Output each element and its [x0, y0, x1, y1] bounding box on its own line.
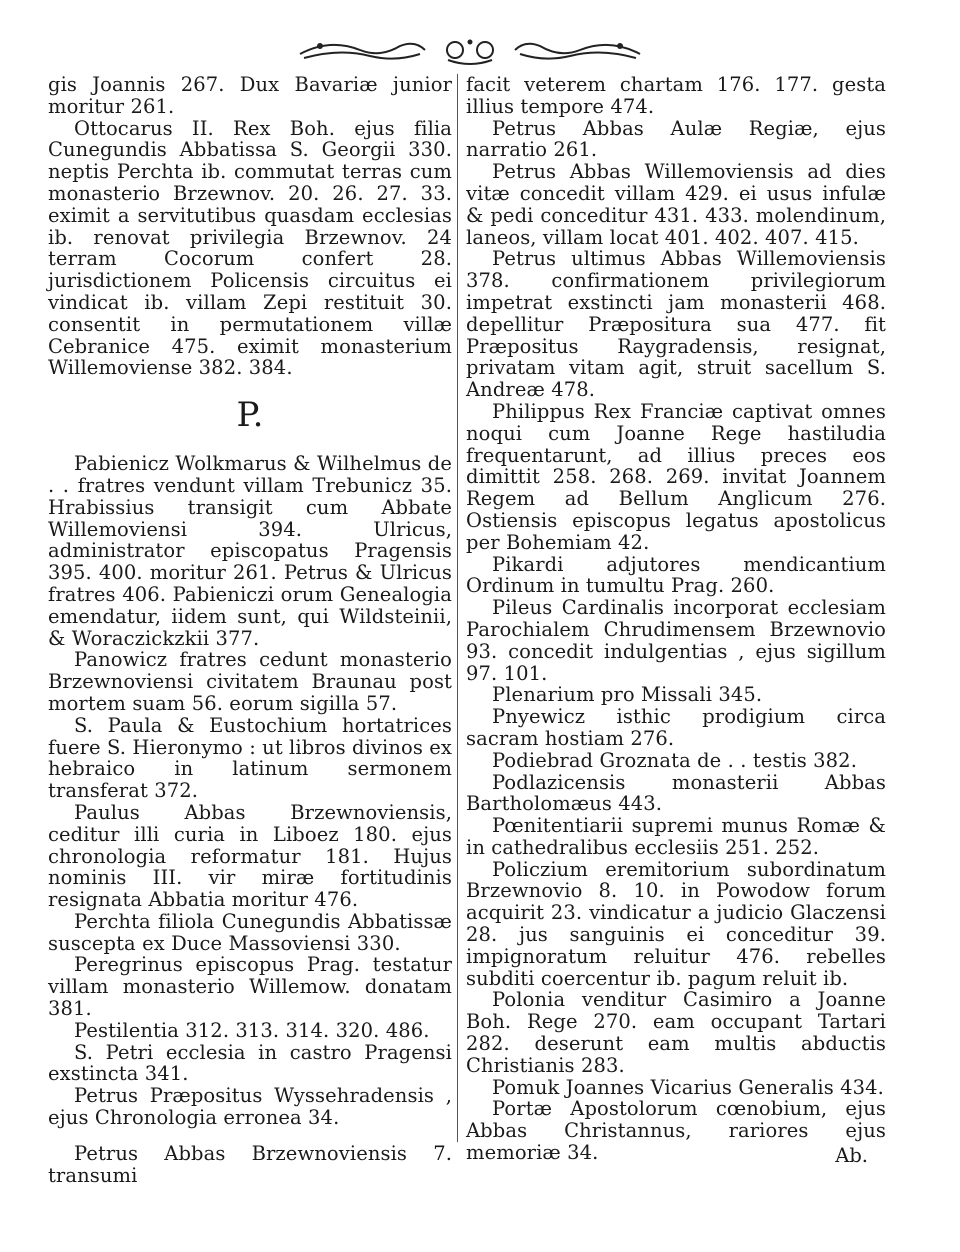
index-entry: Peregrinus episcopus Prag. testatur villam monasterio Willemow. donatam 381.	[48, 953, 452, 1021]
section-letter: P.	[236, 395, 264, 436]
index-entry: Pabienicz Wolkmarus & Wilhelmus de . . fratres vendunt villam Trebunicz 35. Hrabissius transigit cum Abbate Willemoviensi 394. Ulricus, administrator episcopatus Pragensis 395. 400. moritur 261. Petrus & Ulricus fratres 406. Pabieniczi orum Genealogia emendatur, iidem sunt, qui Wildsteinii, & Woraczickzkii 377.	[48, 452, 452, 650]
catchword: Ab.	[835, 1144, 868, 1167]
index-entry: Plenarium pro Missali 345.	[492, 683, 763, 707]
left-column	[48, 74, 452, 1186]
index-entry: Petrus Abbas Aulæ Regiæ, ejus narratio 261.	[466, 116, 886, 162]
index-entry: S. Paula & Eustochium hortatrices fuere S. Hieronymo : ut libros divinos ex hebraico in latinum sermonem transferat 372.	[48, 713, 452, 803]
index-entry: Panowicz fratres cedunt monasterio Brzewnoviensi civitatem Braunau post mortem suam 56. eorum sigilla 57.	[48, 648, 452, 715]
index-entry: Podiebrad Groznata de . . testis 382.	[492, 748, 857, 772]
index-entry: Petrus Præpositus Wyssehradensis , ejus Chronologia erronea 34.	[48, 1084, 452, 1130]
spacer	[48, 1129, 452, 1143]
index-entry: Petrus Abbas Brzewnoviensis 7. transumi	[48, 1141, 452, 1187]
index-entry: Pikardi adjutores mendicantium Ordinum in tumultu Prag. 260.	[466, 552, 886, 598]
index-entry: Pnyewicz isthic prodigium circa sacram hostiam 276.	[466, 705, 886, 750]
index-entry: Pileus Cardinalis incorporat ecclesiam Parochialem Chrudimensem Brzewnovio 93. concedit indulgentias , ejus sigillum 97. 101.	[466, 596, 886, 685]
ornament-icon	[290, 32, 650, 68]
index-entry: Pœnitentiarii supremi munus Romæ & in cathedralibus ecclesiis 251. 252.	[466, 814, 886, 859]
index-entry: facit veterem chartam 176. 177. gesta illius tempore 474.	[466, 73, 886, 118]
index-entry: Pestilentia 312. 313. 314. 320. 486.	[74, 1018, 430, 1042]
index-entry: Policzium eremitorium subordinatum Brzewnovio 8. 10. in Powodow forum acquirit 23. vindicatur a judicio Glaczensi 28. jus sanguinis ei conceditur 39. impignoratum reluitur 476. rebelles subditi coercentur ib. pagum reluit ib.	[466, 857, 886, 990]
header-ornament	[290, 32, 650, 68]
index-entry: Podlazicensis monasterii Abbas Bartholomæus 443.	[466, 770, 886, 816]
column-divider	[457, 74, 458, 1142]
index-entry: Portæ Apostolorum cœnobium, ejus Abbas Christannus, rariores ejus memoriæ 34.	[466, 1097, 886, 1165]
index-entry: Perchta filiola Cunegundis Abbatissæ suscepta ex Duce Massoviensi 330.	[48, 909, 452, 955]
index-entry: Polonia venditur Casimiro a Joanne Boh. Rege 270. eam occupant Tartari 282. deserunt eam multis abductis Christianis 283.	[466, 988, 886, 1077]
right-column	[466, 74, 886, 1164]
index-entry: Petrus ultimus Abbas Willemoviensis 378. confirmationem privilegiorum impetrat exstincti jam monasterii 468. depellitur Præpositura sua 477. fit Præpositus Raygradensis, resignat, privatam vitam agit, struit sacellum S. Andreæ 478.	[466, 247, 886, 402]
index-entry: Philippus Rex Franciæ captivat omnes noqui cum Joanne Rege hastiludia frequentarunt, ad illius preces eos dimittit 258. 268. 269. invitat Joannem Regem ad Bellum Anglicum 276. Ostiensis episcopus legatus apostolicus per Bohemiam 42.	[466, 399, 886, 554]
index-entry: Ottocarus II. Rex Boh. ejus filia Cunegundis Abbatissa S. Georgii 330. neptis Perchta ib. commutat terras cum monasterio Brzewnov. 20. 26. 27. 33. eximit a servitutibus quasdam ecclesias ib. renovat privilegia Brzewnov. 24 terram Cocorum confert 28. jurisdictionem Policensis circuitus ei vindicat ib. villam Zepi restituit 30. consentit in permutationem villæ Cebranice 475. eximit monasterium Willemoviense 382. 384.	[48, 116, 452, 380]
index-entry: Petrus Abbas Willemoviensis ad dies vitæ concedit villam 429. ei usus infulæ & pedi conceditur 431. 433. molendinum, laneos, villam locat 401. 402. 407. 415.	[466, 160, 886, 249]
index-entry: Paulus Abbas Brzewnoviensis, ceditur illi curia in Liboez 180. ejus chronologia reformatur 181. Hujus nominis III. vir miræ fortitudinis resignata Abbatia moritur 476.	[48, 800, 452, 912]
index-entry: S. Petri ecclesia in castro Pragensi exstincta 341.	[48, 1040, 452, 1086]
index-entry: gis Joannis 267. Dux Bavariæ junior moritur 261.	[48, 73, 452, 118]
index-entry: Pomuk Joannes Vicarius Generalis 434.	[492, 1075, 884, 1099]
